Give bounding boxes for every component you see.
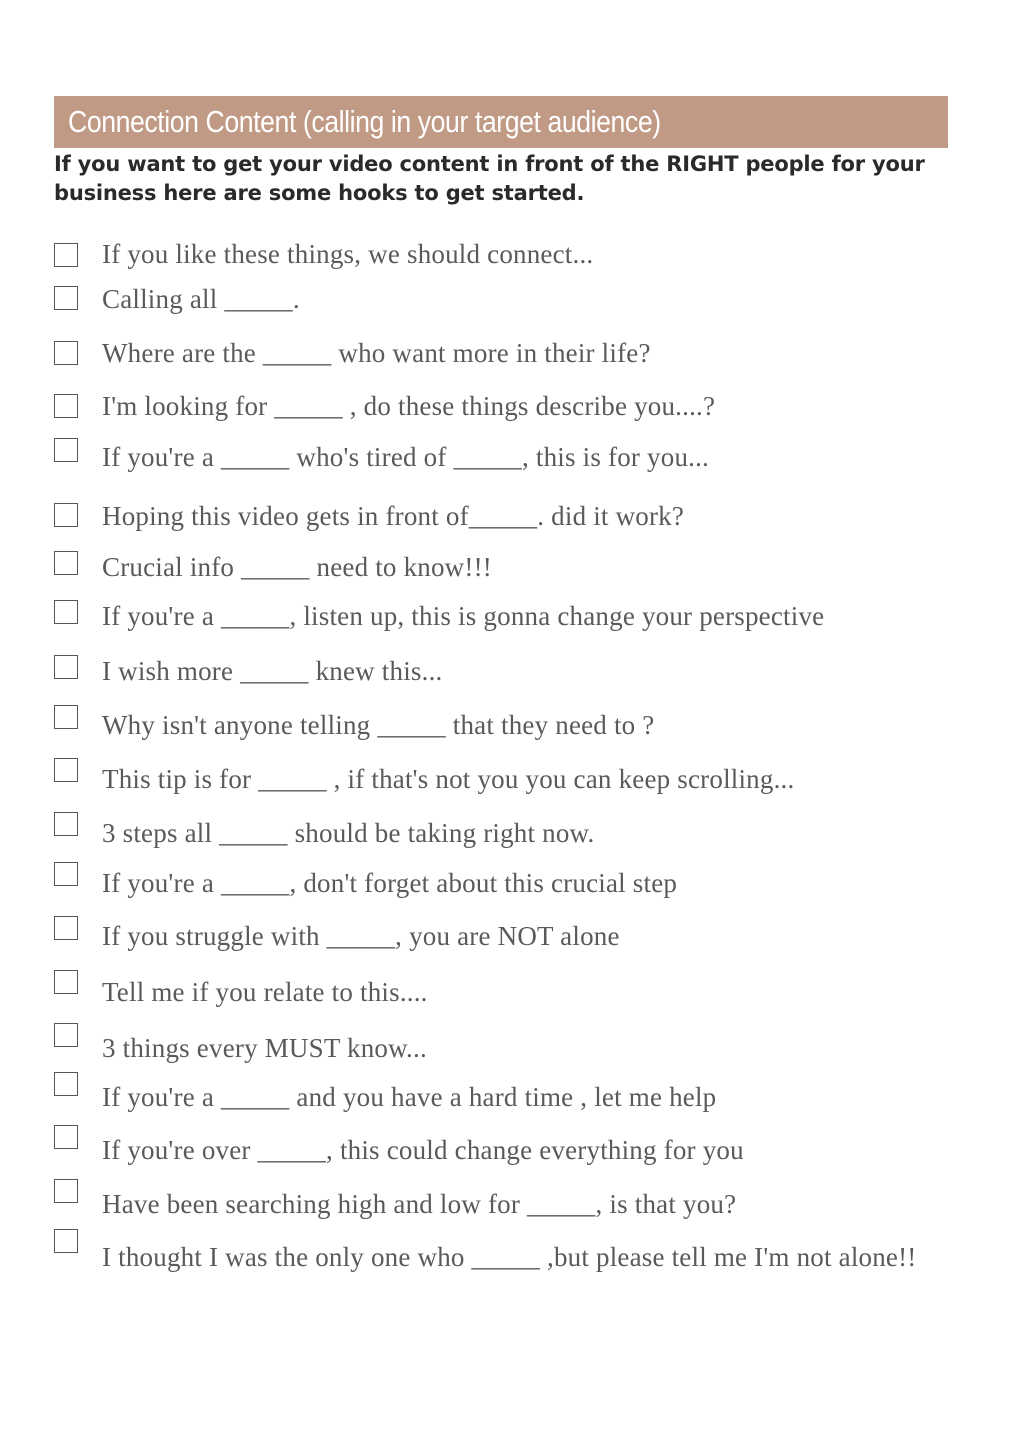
checklist-item	[54, 551, 1014, 595]
checkbox[interactable]	[54, 1125, 78, 1149]
checklist-item	[54, 705, 1014, 749]
checkbox[interactable]	[54, 503, 78, 527]
checkbox[interactable]	[54, 916, 78, 940]
checklist-item-text: Where are the _____ who want more in their life?	[102, 338, 651, 368]
checklist-item	[54, 393, 1014, 437]
checklist-item-text: If you're over _____, this could change everything for you	[102, 1135, 744, 1165]
checklist-item-text: This tip is for _____ , if that's not you you can keep scrolling...	[102, 764, 795, 794]
checkbox[interactable]	[54, 551, 78, 575]
checklist-item	[54, 1229, 1014, 1273]
checklist-item-text: 3 steps all _____ should be taking right now.	[102, 818, 595, 848]
checkbox[interactable]	[54, 600, 78, 624]
checkbox[interactable]	[54, 341, 78, 365]
checklist-item	[54, 862, 1014, 906]
checkbox[interactable]	[54, 438, 78, 462]
checkbox[interactable]	[54, 970, 78, 994]
checklist-item-text: If you're a _____ who's tired of _____, this is for you...	[102, 442, 709, 472]
checkbox[interactable]	[54, 243, 78, 267]
checklist-item	[54, 340, 1014, 384]
page-title: Connection Content (calling in your target audience)	[68, 104, 661, 139]
checklist-item	[54, 1023, 1014, 1067]
checkbox[interactable]	[54, 1023, 78, 1047]
checkbox[interactable]	[54, 862, 78, 886]
checklist-item	[54, 1125, 1014, 1169]
checklist-item	[54, 812, 1014, 856]
checklist-item	[54, 600, 1014, 644]
checkbox[interactable]	[54, 1179, 78, 1203]
checklist-item-text: If you struggle with _____, you are NOT alone	[102, 921, 620, 951]
checklist-item-text: If you like these things, we should connect...	[102, 239, 594, 269]
checkbox[interactable]	[54, 758, 78, 782]
checkbox[interactable]	[54, 1229, 78, 1253]
checklist-item-text: If you're a _____, listen up, this is gonna change your perspective	[102, 601, 825, 631]
checklist-item-text: I'm looking for _____ , do these things describe you....?	[102, 391, 716, 421]
checkbox[interactable]	[54, 1072, 78, 1096]
checkbox[interactable]	[54, 286, 78, 310]
checklist-item-text: Why isn't anyone telling _____ that they need to ?	[102, 710, 655, 740]
checklist-item-text: Have been searching high and low for _____, is that you?	[102, 1189, 737, 1219]
page-subtitle: If you want to get your video content in front of the RIGHT people for your business here are some hooks to get started.	[54, 152, 925, 205]
checklist-item-text: I wish more _____ knew this...	[102, 656, 443, 686]
checkbox[interactable]	[54, 655, 78, 679]
checklist-item-text: If you're a _____, don't forget about this crucial step	[102, 868, 678, 898]
checklist-item	[54, 1072, 1014, 1116]
checklist-item	[54, 239, 1014, 286]
checklist-item-text: Hoping this video gets in front of_____. did it work?	[102, 501, 685, 531]
checklist-item-text: If you're a _____ and you have a hard time , let me help	[102, 1082, 717, 1112]
checkbox[interactable]	[54, 705, 78, 729]
checklist-item-text: Crucial info _____ need to know!!!	[102, 552, 492, 582]
checkbox[interactable]	[54, 394, 78, 418]
checklist-item-text: Calling all _____.	[102, 284, 300, 314]
checklist-item	[54, 438, 1014, 482]
checklist-item	[54, 286, 1014, 330]
checklist-item	[54, 502, 1014, 546]
checklist-item-text: I thought I was the only one who _____ ,but please tell me I'm not alone!!	[102, 1242, 917, 1272]
checklist-item-text: 3 things every MUST know...	[102, 1033, 427, 1063]
checkbox[interactable]	[54, 812, 78, 836]
checklist-item	[54, 1179, 1014, 1223]
checklist-item	[54, 655, 1014, 699]
checklist-item	[54, 758, 1014, 802]
checklist-item	[54, 916, 1014, 960]
checklist-item	[54, 970, 1014, 1014]
checklist-item-text: Tell me if you relate to this....	[102, 977, 428, 1007]
